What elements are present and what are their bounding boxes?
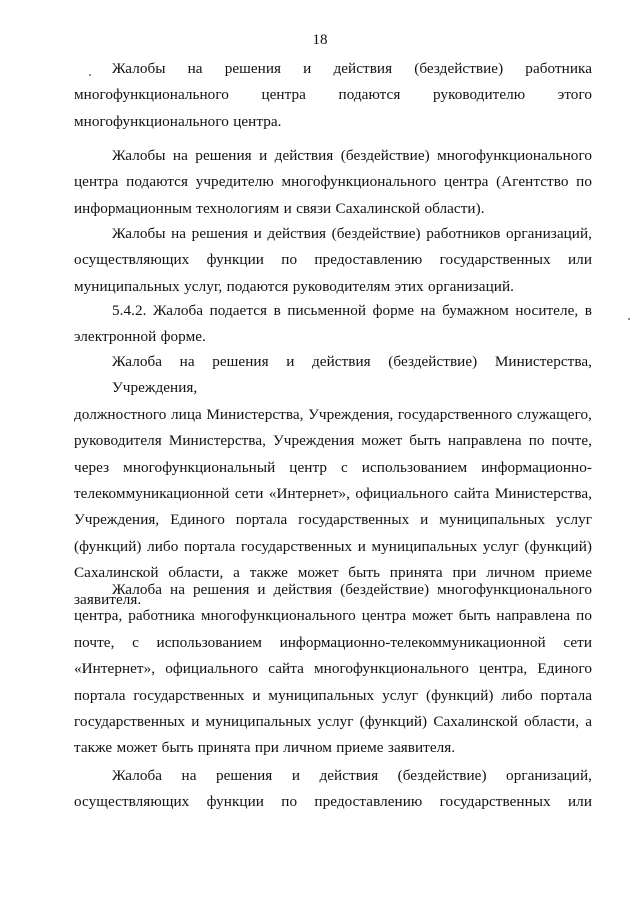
text-line: (функций) либо портала государственных и муниципальных услуг (функций) [74, 537, 592, 555]
text-line: центра подаются учредителю многофункционального центра (Агентство по [74, 173, 592, 191]
text-line: многофункционального центра. [74, 112, 282, 130]
text-line: почте, с использованием информационно-телекоммуникационной сети [74, 633, 592, 651]
text-line: 5.4.2. Жалоба подается в письменной форме на бумажном носителе, в [112, 302, 592, 319]
text-line: информационным технологиям и связи Сахалинской области). [74, 199, 485, 217]
text-line: Жалоба на решения и действия (бездействие) многофункционального [112, 581, 592, 598]
text-line: Учреждения, Единого портала государственных и муниципальных услуг [74, 511, 592, 529]
paragraph [74, 763, 592, 816]
paragraph [74, 577, 592, 762]
text-line: осуществляющих функции по предоставлению государственных или [74, 793, 592, 811]
text-line: Жалобы на решения и действия (бездействие) многофункционального [112, 147, 592, 164]
text-line: «Интернет», официального сайта многофункционального центра, Единого [74, 660, 592, 678]
paragraph [74, 221, 592, 300]
text-line: заявителя. [74, 590, 142, 608]
text-line: Жалобы на решения и действия (бездействие) работника [112, 60, 592, 77]
text-line: Жалобы на решения и действия (бездействие) работников организаций, [112, 225, 592, 242]
text-line: руководителя Министерства, Учреждения может быть направлена по почте, [74, 432, 592, 450]
text-line: телекоммуникационной сети «Интернет», официального сайта Министерства, [74, 485, 592, 503]
text-line: также может быть принята при личном приеме заявителя. [74, 739, 456, 757]
text-line: государственных и муниципальных услуг (функций) Сахалинской области, а [74, 713, 592, 731]
text-line: Жалоба на решения и действия (бездействие) Министерства, Учреждения, [112, 353, 592, 397]
paragraph [74, 349, 592, 613]
page-number: 18 [312, 32, 328, 48]
text-line: осуществляющих функции по предоставлению государственных или [74, 251, 592, 269]
scan-speck [628, 318, 630, 320]
text-line: Жалоба на решения и действия (бездействие) организаций, [112, 767, 592, 784]
paragraph [74, 143, 592, 222]
text-line: через многофункциональный центр с использованием информационно- [74, 458, 592, 476]
text-line: должностного лица Министерства, Учреждения, государственного служащего, [74, 405, 592, 423]
text-line: электронной форме. [74, 328, 206, 346]
text-line: портала государственных и муниципальных услуг (функций) либо портала [74, 686, 592, 704]
paragraph [74, 56, 592, 135]
text-line: муниципальных услуг, подаются руководителям этих организаций. [74, 277, 514, 295]
text-line: многофункционального центра подаются руководителю этого [74, 86, 592, 104]
text-line: центра, работника многофункционального центра может быть направлена по [74, 607, 592, 625]
paragraph [74, 298, 592, 351]
text-line: Сахалинской области, а также может быть принята при личном приеме [74, 564, 592, 582]
